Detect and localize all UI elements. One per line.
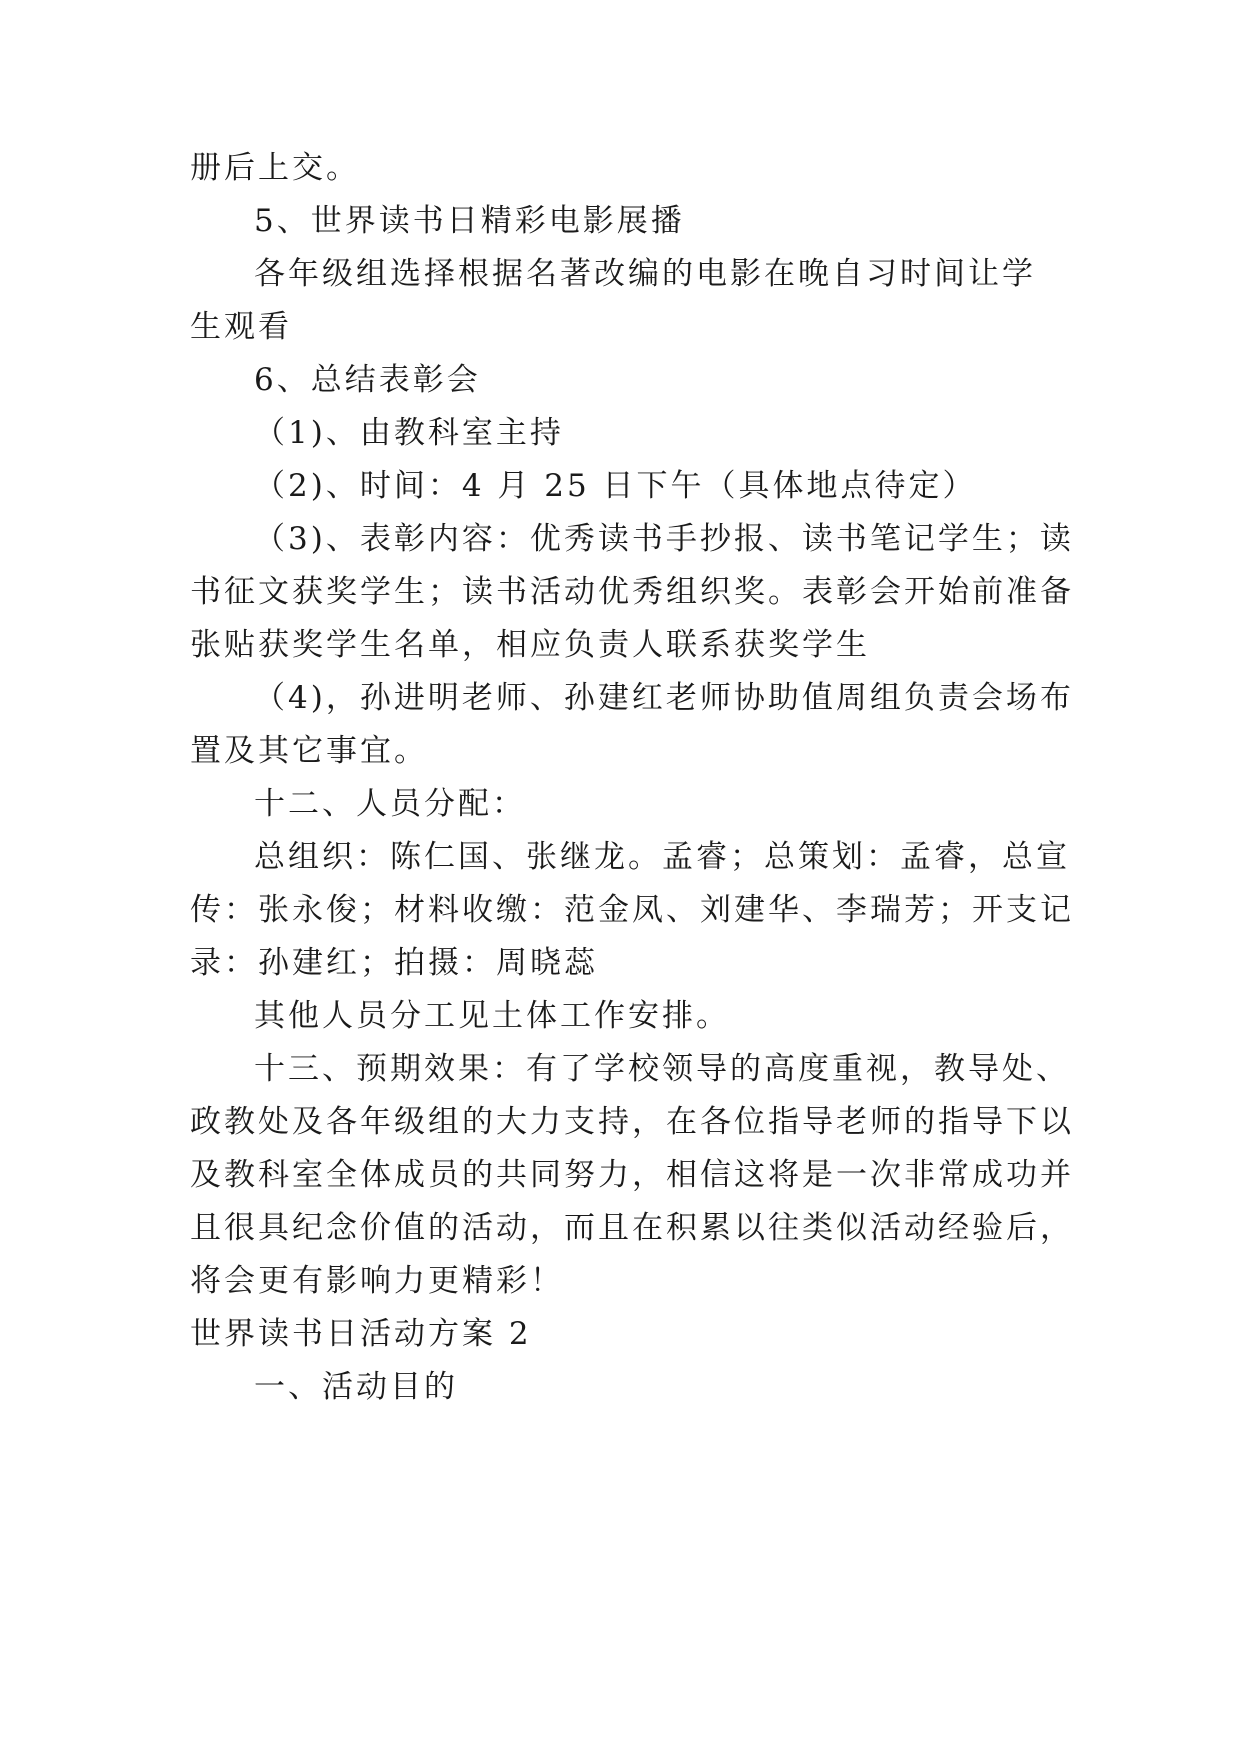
paragraph-line: 张贴获奖学生名单，相应负责人联系获奖学生 [190, 627, 870, 663]
paragraph-line: 其他人员分工见土体工作安排。 [254, 998, 730, 1034]
sub-item-1: （1)、由教科室主持 [254, 415, 564, 451]
section-heading-12: 十二、人员分配： [254, 786, 526, 822]
paragraph-line: 各年级组选择根据名著改编的电影在晚自习时间让学 [254, 256, 1036, 292]
paragraph-line: 政教处及各年级组的大力支持，在各位指导老师的指导下以 [190, 1104, 1074, 1140]
paragraph-line: 录：孙建红；拍摄：周晓蕊 [190, 945, 598, 981]
section-heading-13: 十三、预期效果：有了学校领导的高度重视，教导处、 [254, 1051, 1070, 1087]
paragraph-line: 置及其它事宜。 [190, 733, 428, 769]
list-heading-6: 6、总结表彰会 [254, 362, 481, 398]
document-title: 世界读书日活动方案 2 [190, 1316, 532, 1352]
sub-item-4: （4)，孙进明老师、孙建红老师协助值周组负责会场布 [254, 680, 1074, 716]
paragraph-line: 总组织：陈仁国、张继龙。孟睿；总策划：孟睿，总宣 [254, 839, 1070, 875]
paragraph-line: 且很具纪念价值的活动，而且在积累以往类似活动经验后， [190, 1210, 1074, 1246]
sub-item-2: （2)、时间：4 月 25 日下午（具体地点待定） [254, 468, 977, 504]
paragraph-line: 传：张永俊；材料收缴：范金凤、刘建华、李瑞芳；开支记 [190, 892, 1074, 928]
paragraph-line: 将会更有影响力更精彩！ [190, 1263, 564, 1299]
sub-item-3: （3)、表彰内容：优秀读书手抄报、读书笔记学生；读 [254, 521, 1074, 557]
paragraph-line: 及教科室全体成员的共同努力，相信这将是一次非常成功并 [190, 1157, 1074, 1193]
list-heading-5: 5、世界读书日精彩电影展播 [254, 203, 685, 239]
section-heading-1: 一、活动目的 [254, 1369, 458, 1405]
text-line: 册后上交。 [190, 150, 360, 186]
paragraph-line: 书征文获奖学生；读书活动优秀组织奖。表彰会开始前准备 [190, 574, 1074, 610]
paragraph-line: 生观看 [190, 309, 292, 345]
